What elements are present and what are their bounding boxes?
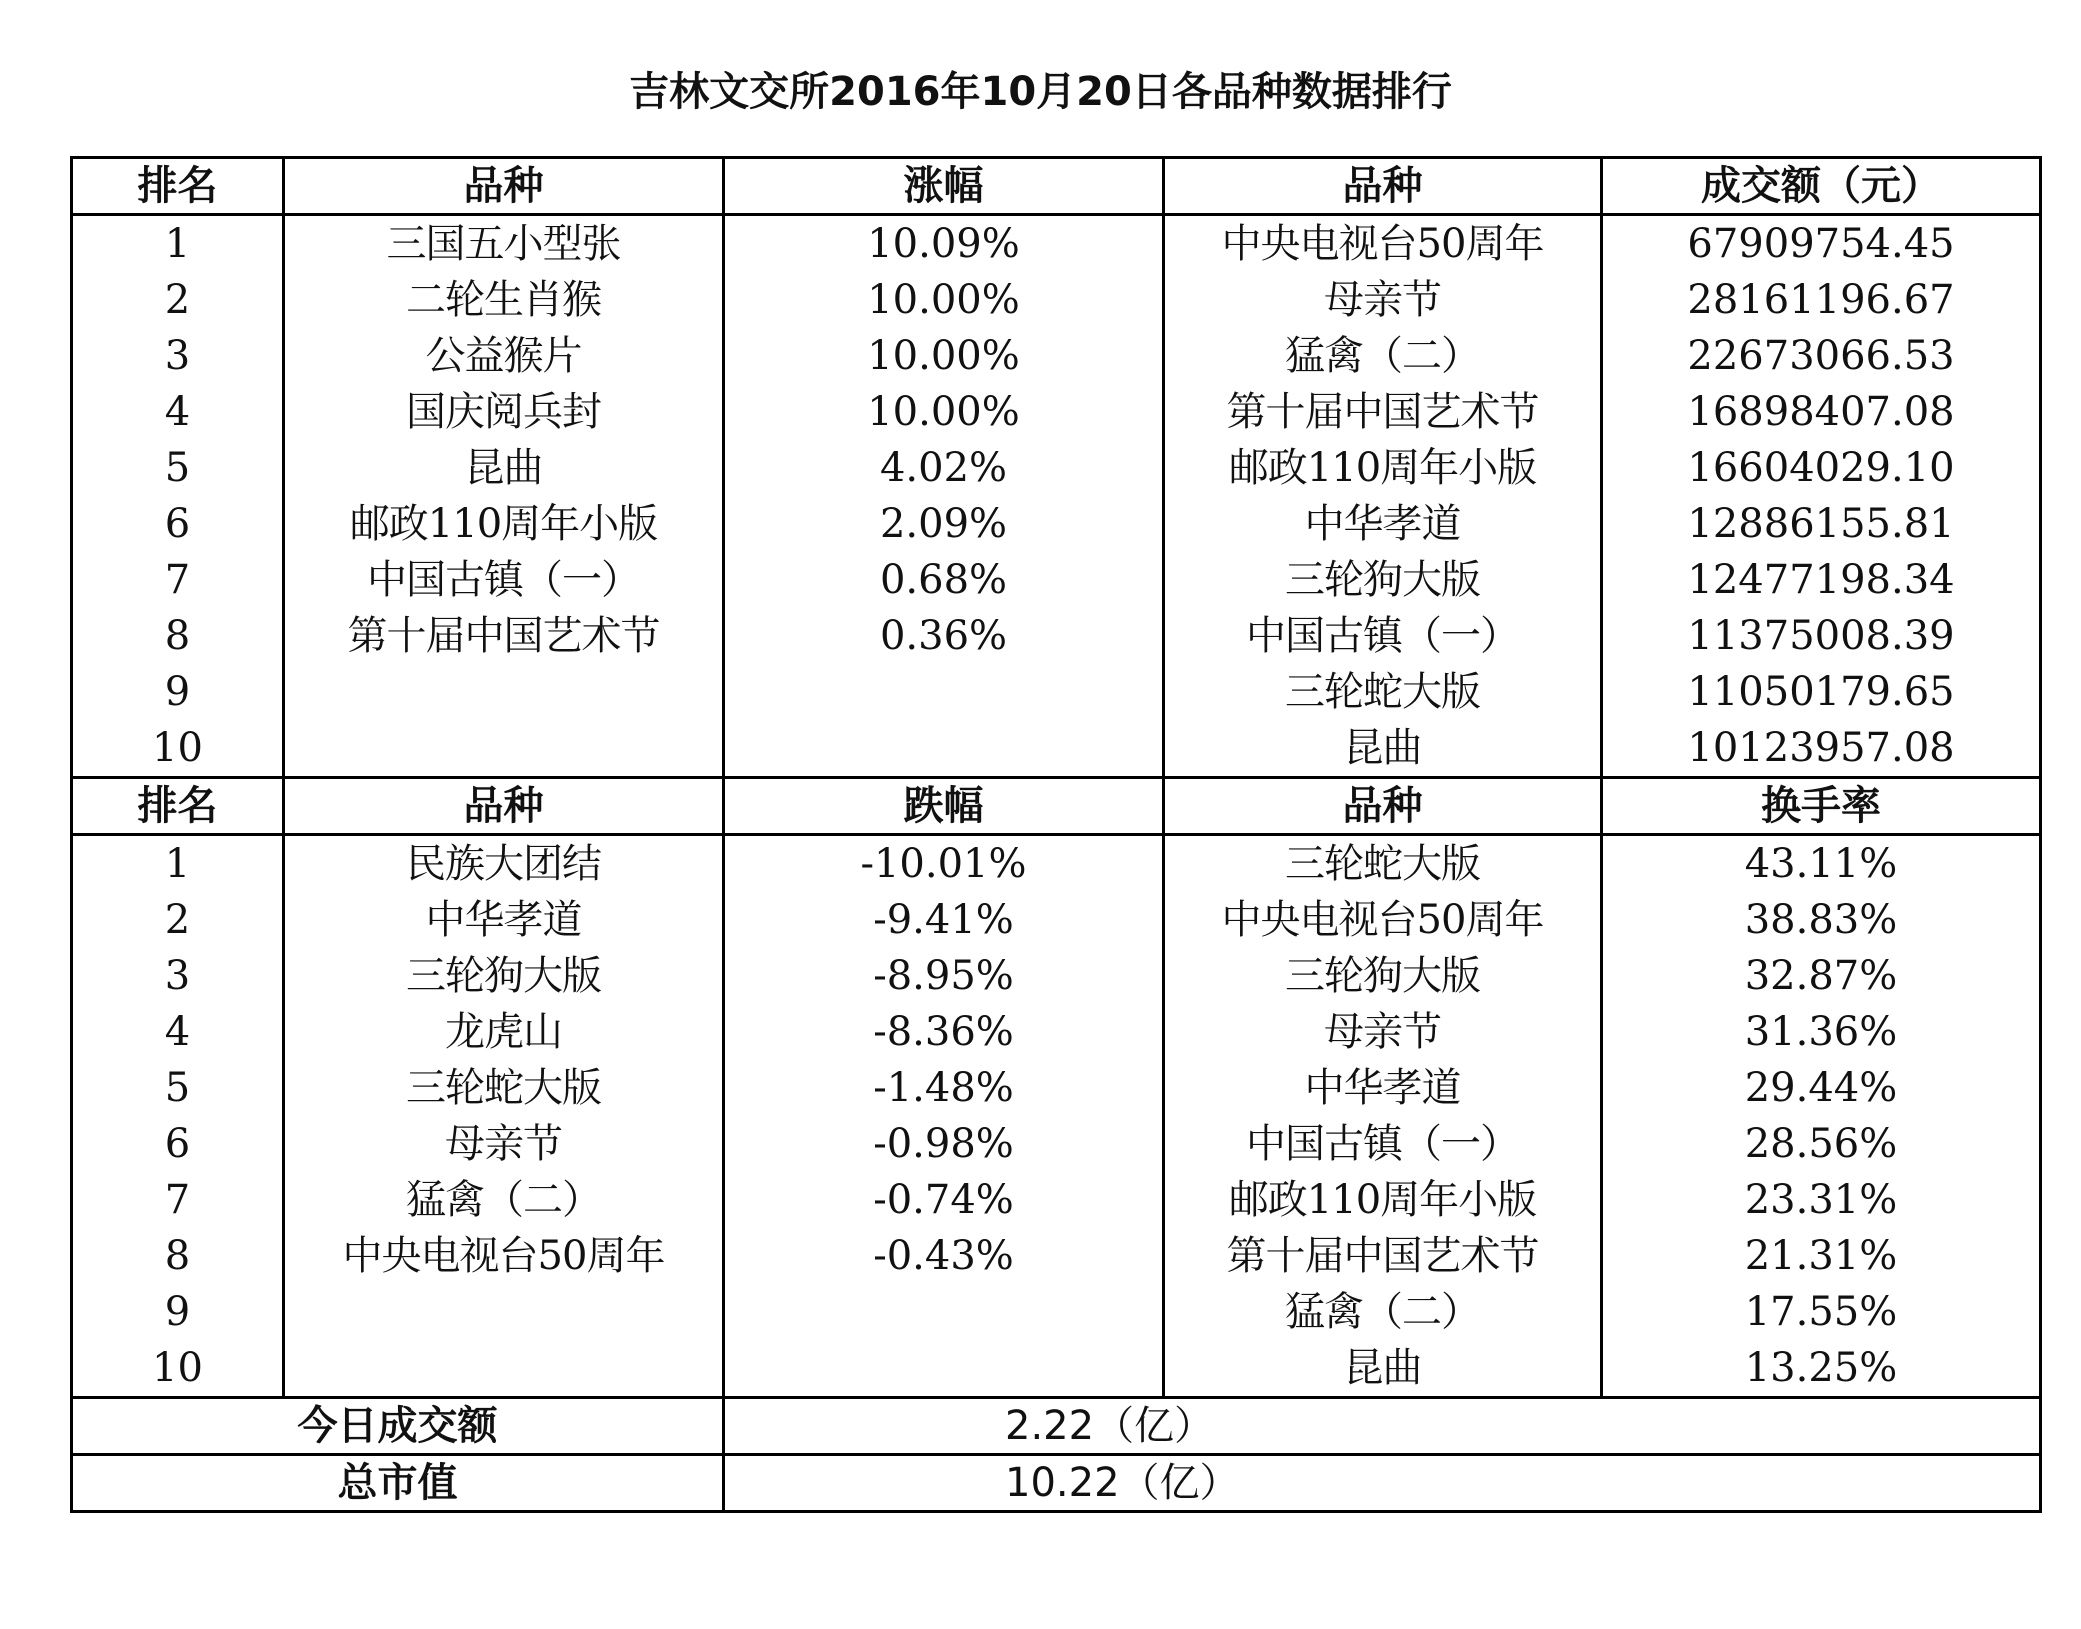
change-cell: 4.02% — [724, 440, 1164, 496]
gainers-row — [72, 272, 2041, 328]
variety-cell-right: 三轮狗大版 — [1164, 552, 1602, 608]
gainers-row — [72, 440, 2041, 496]
variety-cell-right: 中国古镇（一） — [1164, 608, 1602, 664]
rank-cell: 8 — [72, 608, 284, 664]
change-cell — [724, 720, 1164, 778]
rank-cell: 4 — [72, 1004, 284, 1060]
rank-cell: 1 — [72, 215, 284, 273]
change-cell: 10.00% — [724, 272, 1164, 328]
rank-cell: 10 — [72, 1340, 284, 1398]
variety-cell-right: 邮政110周年小版 — [1164, 440, 1602, 496]
variety-cell: 龙虎山 — [284, 1004, 724, 1060]
market-value-row — [72, 1455, 2041, 1512]
value-cell: 22673066.53 — [1602, 328, 2041, 384]
value-cell: 10123957.08 — [1602, 720, 2041, 778]
losers-row — [72, 1116, 2041, 1172]
variety-cell-right: 母亲节 — [1164, 272, 1602, 328]
market-value-value: 10.22（亿） — [724, 1455, 2041, 1512]
variety-cell: 母亲节 — [284, 1116, 724, 1172]
variety-cell: 中华孝道 — [284, 892, 724, 948]
value-cell: 12886155.81 — [1602, 496, 2041, 552]
variety-cell-right: 第十届中国艺术节 — [1164, 1228, 1602, 1284]
value-cell: 38.83% — [1602, 892, 2041, 948]
value-cell: 28.56% — [1602, 1116, 2041, 1172]
value-cell: 12477198.34 — [1602, 552, 2041, 608]
value-cell: 11050179.65 — [1602, 664, 2041, 720]
variety-cell — [284, 720, 724, 778]
rank-cell: 6 — [72, 1116, 284, 1172]
gainers-row — [72, 664, 2041, 720]
losers-row — [72, 1284, 2041, 1340]
rank-cell: 1 — [72, 835, 284, 893]
variety-cell: 中央电视台50周年 — [284, 1228, 724, 1284]
value-cell: 31.36% — [1602, 1004, 2041, 1060]
gainers-row — [72, 552, 2041, 608]
variety-cell-right: 母亲节 — [1164, 1004, 1602, 1060]
change-cell: -8.95% — [724, 948, 1164, 1004]
change-cell: -0.74% — [724, 1172, 1164, 1228]
change-cell: 0.36% — [724, 608, 1164, 664]
header-rank: 排名 — [72, 158, 284, 215]
change-cell: -0.43% — [724, 1228, 1164, 1284]
header-turnover: 成交额（元） — [1602, 158, 2041, 215]
rank-cell: 6 — [72, 496, 284, 552]
change-cell: 10.00% — [724, 384, 1164, 440]
gainers-row — [72, 720, 2041, 778]
rank-cell: 8 — [72, 1228, 284, 1284]
losers-header-row — [72, 778, 2041, 835]
today-turnover-label: 今日成交额 — [72, 1398, 724, 1455]
change-cell — [724, 1340, 1164, 1398]
change-cell: -8.36% — [724, 1004, 1164, 1060]
value-cell: 16604029.10 — [1602, 440, 2041, 496]
change-cell — [724, 664, 1164, 720]
market-value-label: 总市值 — [72, 1455, 724, 1512]
value-cell: 11375008.39 — [1602, 608, 2041, 664]
header-variety-turnover: 品种 — [1164, 158, 1602, 215]
variety-cell-right: 猛禽（二） — [1164, 1284, 1602, 1340]
losers-row — [72, 948, 2041, 1004]
page-title: 吉林文交所2016年10月20日各品种数据排行 — [629, 69, 1452, 115]
value-cell: 13.25% — [1602, 1340, 2041, 1398]
variety-cell: 第十届中国艺术节 — [284, 608, 724, 664]
variety-cell-right: 中华孝道 — [1164, 1060, 1602, 1116]
losers-row — [72, 1228, 2041, 1284]
variety-cell-right: 猛禽（二） — [1164, 328, 1602, 384]
change-cell: -9.41% — [724, 892, 1164, 948]
rank-cell: 3 — [72, 948, 284, 1004]
variety-cell: 三轮狗大版 — [284, 948, 724, 1004]
value-cell: 43.11% — [1602, 835, 2041, 893]
losers-row — [72, 892, 2041, 948]
losers-row — [72, 1340, 2041, 1398]
variety-cell-right: 三轮蛇大版 — [1164, 664, 1602, 720]
header-variety: 品种 — [284, 778, 724, 835]
value-cell: 32.87% — [1602, 948, 2041, 1004]
ranking-table — [70, 156, 2042, 1513]
today-turnover-value: 2.22（亿） — [724, 1398, 2041, 1455]
variety-cell — [284, 664, 724, 720]
value-cell: 23.31% — [1602, 1172, 2041, 1228]
variety-cell-right: 第十届中国艺术节 — [1164, 384, 1602, 440]
variety-cell: 昆曲 — [284, 440, 724, 496]
rank-cell: 3 — [72, 328, 284, 384]
change-cell: -0.98% — [724, 1116, 1164, 1172]
header-variety-turnover-rate: 品种 — [1164, 778, 1602, 835]
variety-cell-right: 中央电视台50周年 — [1164, 215, 1602, 273]
rank-cell: 4 — [72, 384, 284, 440]
rank-cell: 5 — [72, 440, 284, 496]
change-cell: -10.01% — [724, 835, 1164, 893]
change-cell: -1.48% — [724, 1060, 1164, 1116]
value-cell: 17.55% — [1602, 1284, 2041, 1340]
header-turnover-rate: 换手率 — [1602, 778, 2041, 835]
rank-cell: 9 — [72, 664, 284, 720]
losers-row — [72, 1060, 2041, 1116]
variety-cell-right: 昆曲 — [1164, 1340, 1602, 1398]
variety-cell: 三轮蛇大版 — [284, 1060, 724, 1116]
losers-row — [72, 1172, 2041, 1228]
gainers-row — [72, 328, 2041, 384]
rank-cell: 2 — [72, 272, 284, 328]
change-cell — [724, 1284, 1164, 1340]
header-rank: 排名 — [72, 778, 284, 835]
value-cell: 29.44% — [1602, 1060, 2041, 1116]
variety-cell-right: 中华孝道 — [1164, 496, 1602, 552]
losers-row — [72, 835, 2041, 893]
variety-cell-right: 三轮狗大版 — [1164, 948, 1602, 1004]
variety-cell-right: 中央电视台50周年 — [1164, 892, 1602, 948]
variety-cell: 民族大团结 — [284, 835, 724, 893]
variety-cell — [284, 1340, 724, 1398]
header-loss: 跌幅 — [724, 778, 1164, 835]
change-cell: 0.68% — [724, 552, 1164, 608]
rank-cell: 9 — [72, 1284, 284, 1340]
gainers-header-row — [72, 158, 2041, 215]
gainers-row — [72, 215, 2041, 273]
value-cell: 16898407.08 — [1602, 384, 2041, 440]
change-cell: 10.09% — [724, 215, 1164, 273]
variety-cell: 三国五小型张 — [284, 215, 724, 273]
variety-cell: 邮政110周年小版 — [284, 496, 724, 552]
rank-cell: 7 — [72, 552, 284, 608]
gainers-row — [72, 496, 2041, 552]
variety-cell-right: 邮政110周年小版 — [1164, 1172, 1602, 1228]
change-cell: 2.09% — [724, 496, 1164, 552]
rank-cell: 7 — [72, 1172, 284, 1228]
variety-cell: 二轮生肖猴 — [284, 272, 724, 328]
rank-cell: 5 — [72, 1060, 284, 1116]
today-turnover-row — [72, 1398, 2041, 1455]
value-cell: 67909754.45 — [1602, 215, 2041, 273]
gainers-row — [72, 384, 2041, 440]
variety-cell-right: 中国古镇（一） — [1164, 1116, 1602, 1172]
variety-cell — [284, 1284, 724, 1340]
rank-cell: 2 — [72, 892, 284, 948]
losers-row — [72, 1004, 2041, 1060]
gainers-row — [72, 608, 2041, 664]
variety-cell-right: 昆曲 — [1164, 720, 1602, 778]
value-cell: 21.31% — [1602, 1228, 2041, 1284]
change-cell: 10.00% — [724, 328, 1164, 384]
variety-cell: 猛禽（二） — [284, 1172, 724, 1228]
header-gain: 涨幅 — [724, 158, 1164, 215]
variety-cell-right: 三轮蛇大版 — [1164, 835, 1602, 893]
variety-cell: 国庆阅兵封 — [284, 384, 724, 440]
header-variety: 品种 — [284, 158, 724, 215]
value-cell: 28161196.67 — [1602, 272, 2041, 328]
variety-cell: 公益猴片 — [284, 328, 724, 384]
variety-cell: 中国古镇（一） — [284, 552, 724, 608]
rank-cell: 10 — [72, 720, 284, 778]
